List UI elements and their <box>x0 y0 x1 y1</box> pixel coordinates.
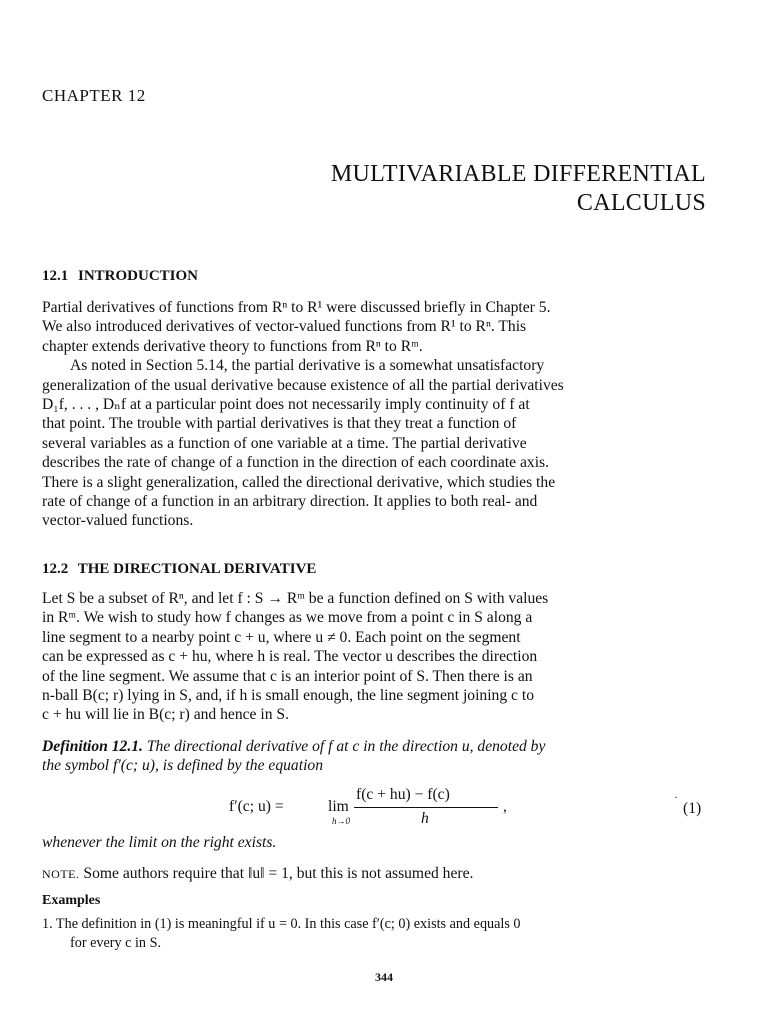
example-item <box>42 915 722 954</box>
equation-denominator: h <box>421 810 429 827</box>
text-line: c + hu will lie in B(c; r) and hence in S. <box>42 706 289 724</box>
text-line: Partial derivatives of functions from Rⁿ to R¹ were discussed briefly in Chapter 5. <box>42 299 551 316</box>
note-text: Some authors require that ‖u‖ = 1, but this is not assumed here. <box>83 865 474 882</box>
definition-after: whenever the limit on the right exists. <box>42 834 277 851</box>
text-line: n-ball B(c; r) lying in S, and, if h is small enough, the line segment joining c to <box>42 687 534 705</box>
chapter-title <box>186 160 706 218</box>
text-line: As noted in Section 5.14, the partial derivative is a somewhat unsatisfactory <box>70 357 545 375</box>
fraction-bar <box>354 807 498 808</box>
printer-dot: · <box>674 790 678 804</box>
directional-derivative-paragraph <box>42 589 708 725</box>
page-number: 344 <box>375 970 393 984</box>
equation-numerator: f(c + hu) − f(c) <box>356 786 450 803</box>
text-line: describes the rate of change of a function in the direction of each coordinate axis. <box>42 454 550 472</box>
directional-derivative-equation <box>0 786 768 832</box>
note <box>42 864 473 884</box>
equation-lhs: f′(c; u) = <box>229 798 284 815</box>
section-number: 12.1 <box>42 268 69 284</box>
definition-after-text <box>42 833 276 852</box>
equation-tag: (1) <box>683 800 702 817</box>
note-label: NOTE. <box>42 867 80 881</box>
text-line: in Rᵐ. We wish to study how f changes as we move from a point c in S along a <box>42 609 533 627</box>
text-line: for every c in S. <box>70 935 162 952</box>
text-line: vector-valued functions. <box>42 512 194 530</box>
equation-lim: lim <box>328 798 349 815</box>
chapter-label: CHAPTER 12 <box>42 86 146 105</box>
text-line: rate of change of a function in an arbitrary direction. It applies to both real- and <box>42 493 538 511</box>
text-line: Let S be a subset of Rⁿ, and let f : S → Rᵐ be a function defined on S with values <box>42 590 549 607</box>
text-line: D₁f, . . . , Dₙf at a particular point does not necessarily imply continuity of f at <box>42 396 530 414</box>
equation-comma: , <box>503 798 507 815</box>
definition-label: Definition 12.1. <box>42 738 143 755</box>
section-number: 12.2 <box>42 561 69 577</box>
text-line: We also introduced derivatives of vector-valued functions from R¹ to Rⁿ. This <box>42 318 527 336</box>
definition-statement <box>42 737 708 776</box>
text-line: There is a slight generalization, called the directional derivative, which studies the <box>42 473 556 491</box>
text-line: line segment to a nearby point c + u, where u ≠ 0. Each point on the segment <box>42 628 521 646</box>
equation-lim-subscript: h→0 <box>332 816 350 826</box>
definition-text: The directional derivative of f at c in the direction u, denoted by <box>146 738 546 755</box>
examples-heading: Examples <box>42 893 101 908</box>
definition-text: the symbol f′(c; u), is defined by the equation <box>42 757 323 775</box>
chapter-title-line1: MULTIVARIABLE DIFFERENTIAL <box>330 161 706 187</box>
section-heading-introduction <box>42 268 198 285</box>
text-line: several variables as a function of one variable at a time. The partial derivative <box>42 434 527 452</box>
text-line: can be expressed as c + hu, where h is real. The vector u describes the direction <box>42 648 538 666</box>
text-line: generalization of the usual derivative because existence of all the partial derivatives <box>42 376 564 394</box>
text-line: 1. The definition in (1) is meaningful if u = 0. In this case f′(c; 0) exists and equals 0 <box>42 916 521 932</box>
text-line: chapter extends derivative theory to functions from Rⁿ to Rᵐ. <box>42 337 423 355</box>
section-title: THE DIRECTIONAL DERIVATIVE <box>77 561 317 577</box>
introduction-paragraph <box>42 298 708 531</box>
section-heading-directional-derivative <box>42 561 316 578</box>
chapter-title-line2: CALCULUS <box>576 190 706 216</box>
text-line: of the line segment. We assume that c is an interior point of S. Then there is an <box>42 667 533 685</box>
section-title: INTRODUCTION <box>78 268 199 284</box>
text-line: that point. The trouble with partial derivatives is that they treat a function of <box>42 415 517 433</box>
